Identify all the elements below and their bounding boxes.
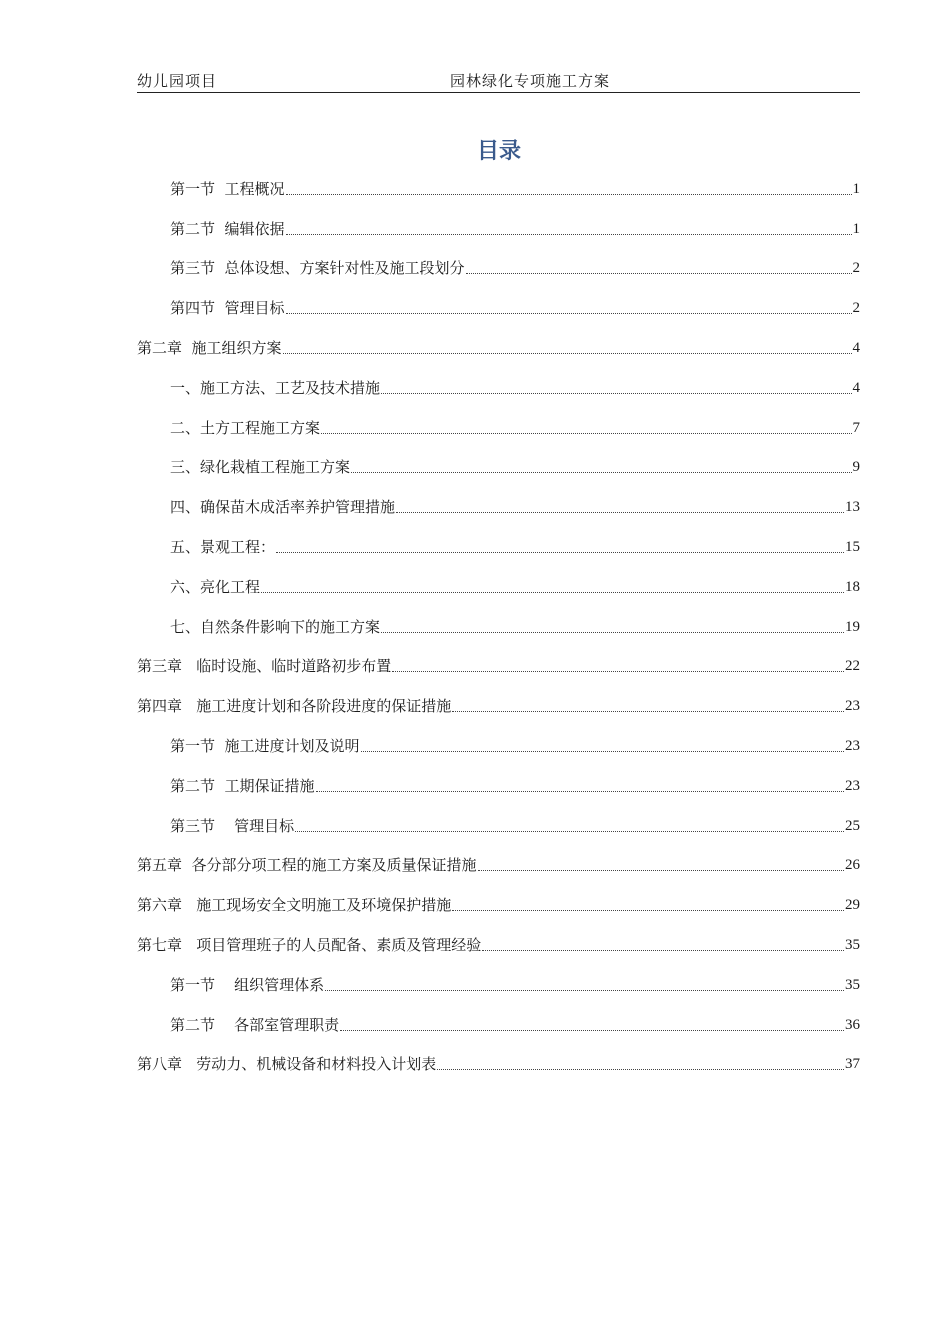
toc-entry-page-number: 18 xyxy=(845,578,860,595)
toc-entry-label: 第一节 工程概况 xyxy=(170,179,285,198)
toc-entry-page-number: 22 xyxy=(845,658,860,675)
toc-entry[interactable] xyxy=(137,719,860,759)
table-of-contents xyxy=(137,162,860,1077)
toc-dot-leader xyxy=(437,1069,844,1070)
toc-entry-page-number: 1 xyxy=(852,180,860,197)
toc-entry-page-number: 4 xyxy=(852,379,860,396)
toc-entry[interactable] xyxy=(137,401,860,441)
toc-entry-label: 第三节 总体设想、方案针对性及施工段划分 xyxy=(170,259,465,278)
toc-entry-page-number: 13 xyxy=(845,499,860,516)
toc-dot-leader xyxy=(381,632,844,633)
toc-title: 目录 xyxy=(476,139,521,164)
toc-dot-leader xyxy=(283,353,852,354)
toc-dot-leader xyxy=(396,512,844,513)
toc-entry-label: 七、自然条件影响下的施工方案 xyxy=(170,617,381,636)
toc-entry-label: 第一节 施工进度计划及说明 xyxy=(170,736,360,755)
toc-entry[interactable] xyxy=(137,958,860,998)
toc-dot-leader xyxy=(286,234,852,235)
toc-dot-leader xyxy=(286,194,852,195)
toc-entry-page-number: 19 xyxy=(845,618,860,635)
toc-entry-page-number: 37 xyxy=(845,1056,860,1073)
toc-entry-label: 三、绿化栽植工程施工方案 xyxy=(170,458,351,477)
toc-entry-page-number: 9 xyxy=(852,459,860,476)
toc-entry-label: 第二节 编辑依据 xyxy=(170,219,285,238)
toc-dot-leader xyxy=(482,950,844,951)
toc-entry[interactable] xyxy=(137,321,860,361)
toc-entry-label: 第一节 组织管理体系 xyxy=(170,975,325,994)
toc-entry-label: 一、施工方法、工艺及技术措施 xyxy=(170,378,381,397)
toc-entry[interactable] xyxy=(137,281,860,321)
toc-entry[interactable] xyxy=(137,918,860,958)
toc-entry-page-number: 2 xyxy=(852,260,860,277)
toc-entry-label: 第四章 施工进度计划和各阶段进度的保证措施 xyxy=(137,697,452,716)
toc-entry-page-number: 36 xyxy=(845,1016,860,1033)
toc-entry-page-number: 1 xyxy=(852,220,860,237)
toc-entry[interactable] xyxy=(137,679,860,719)
toc-dot-leader xyxy=(316,791,844,792)
toc-entry[interactable] xyxy=(137,480,860,520)
toc-dot-leader xyxy=(340,1030,844,1031)
toc-entry[interactable] xyxy=(137,759,860,799)
header-project-name: 幼儿园项目 xyxy=(137,72,218,90)
toc-dot-leader xyxy=(452,910,844,911)
toc-entry[interactable] xyxy=(137,202,860,242)
toc-dot-leader xyxy=(392,671,844,672)
toc-dot-leader xyxy=(452,711,844,712)
toc-entry-page-number: 23 xyxy=(845,777,860,794)
toc-entry-page-number: 2 xyxy=(852,300,860,317)
toc-entry-label: 四、确保苗木成活率养护管理措施 xyxy=(170,498,396,517)
toc-entry[interactable] xyxy=(137,560,860,600)
toc-entry-label: 第二章 施工组织方案 xyxy=(137,338,282,357)
toc-entry[interactable] xyxy=(137,162,860,202)
toc-dot-leader xyxy=(325,990,844,991)
toc-entry[interactable] xyxy=(137,600,860,640)
toc-entry-page-number: 26 xyxy=(845,857,860,874)
toc-entry-label: 第二节 各部室管理职责 xyxy=(170,1015,340,1034)
toc-entry-label: 第六章 施工现场安全文明施工及环境保护措施 xyxy=(137,896,452,915)
toc-dot-leader xyxy=(478,870,844,871)
toc-entry-label: 五、景观工程： xyxy=(170,537,276,556)
toc-dot-leader xyxy=(295,831,844,832)
toc-entry-page-number: 25 xyxy=(845,817,860,834)
toc-entry-label: 第八章 劳动力、机械设备和材料投入计划表 xyxy=(137,1055,437,1074)
toc-entry-page-number: 15 xyxy=(845,538,860,555)
toc-entry-label: 六、亮化工程 xyxy=(170,577,261,596)
toc-entry[interactable] xyxy=(137,640,860,680)
toc-entry-page-number: 7 xyxy=(852,419,860,436)
toc-entry-page-number: 29 xyxy=(845,897,860,914)
toc-dot-leader xyxy=(321,433,851,434)
toc-entry-page-number: 23 xyxy=(845,698,860,715)
toc-entry-page-number: 35 xyxy=(845,976,860,993)
toc-entry-label: 第二节 工期保证措施 xyxy=(170,776,315,795)
toc-entry-label: 第三章 临时设施、临时道路初步布置 xyxy=(137,657,392,676)
toc-entry[interactable] xyxy=(137,1038,860,1078)
header-document-title: 园林绿化专项施工方案 xyxy=(450,72,611,90)
toc-entry-page-number: 23 xyxy=(845,737,860,754)
toc-entry[interactable] xyxy=(137,839,860,879)
toc-dot-leader xyxy=(261,592,844,593)
toc-entry-label: 第四节 管理目标 xyxy=(170,299,285,318)
toc-entry[interactable] xyxy=(137,441,860,481)
toc-dot-leader xyxy=(286,313,852,314)
page-header xyxy=(137,66,860,93)
toc-entry-page-number: 35 xyxy=(845,936,860,953)
toc-entry-label: 第五章 各分部分项工程的施工方案及质量保证措施 xyxy=(137,856,477,875)
toc-entry[interactable] xyxy=(137,998,860,1038)
toc-entry[interactable] xyxy=(137,520,860,560)
toc-dot-leader xyxy=(351,472,851,473)
toc-dot-leader xyxy=(381,393,851,394)
toc-entry[interactable] xyxy=(137,242,860,282)
toc-dot-leader xyxy=(276,552,844,553)
toc-entry-label: 第三节 管理目标 xyxy=(170,816,295,835)
toc-entry-page-number: 4 xyxy=(852,339,860,356)
toc-entry-label: 第七章 项目管理班子的人员配备、素质及管理经验 xyxy=(137,935,482,954)
toc-entry[interactable] xyxy=(137,878,860,918)
toc-dot-leader xyxy=(361,751,844,752)
toc-entry-label: 二、土方工程施工方案 xyxy=(170,418,321,437)
toc-dot-leader xyxy=(466,273,852,274)
toc-entry[interactable] xyxy=(137,799,860,839)
toc-entry[interactable] xyxy=(137,361,860,401)
